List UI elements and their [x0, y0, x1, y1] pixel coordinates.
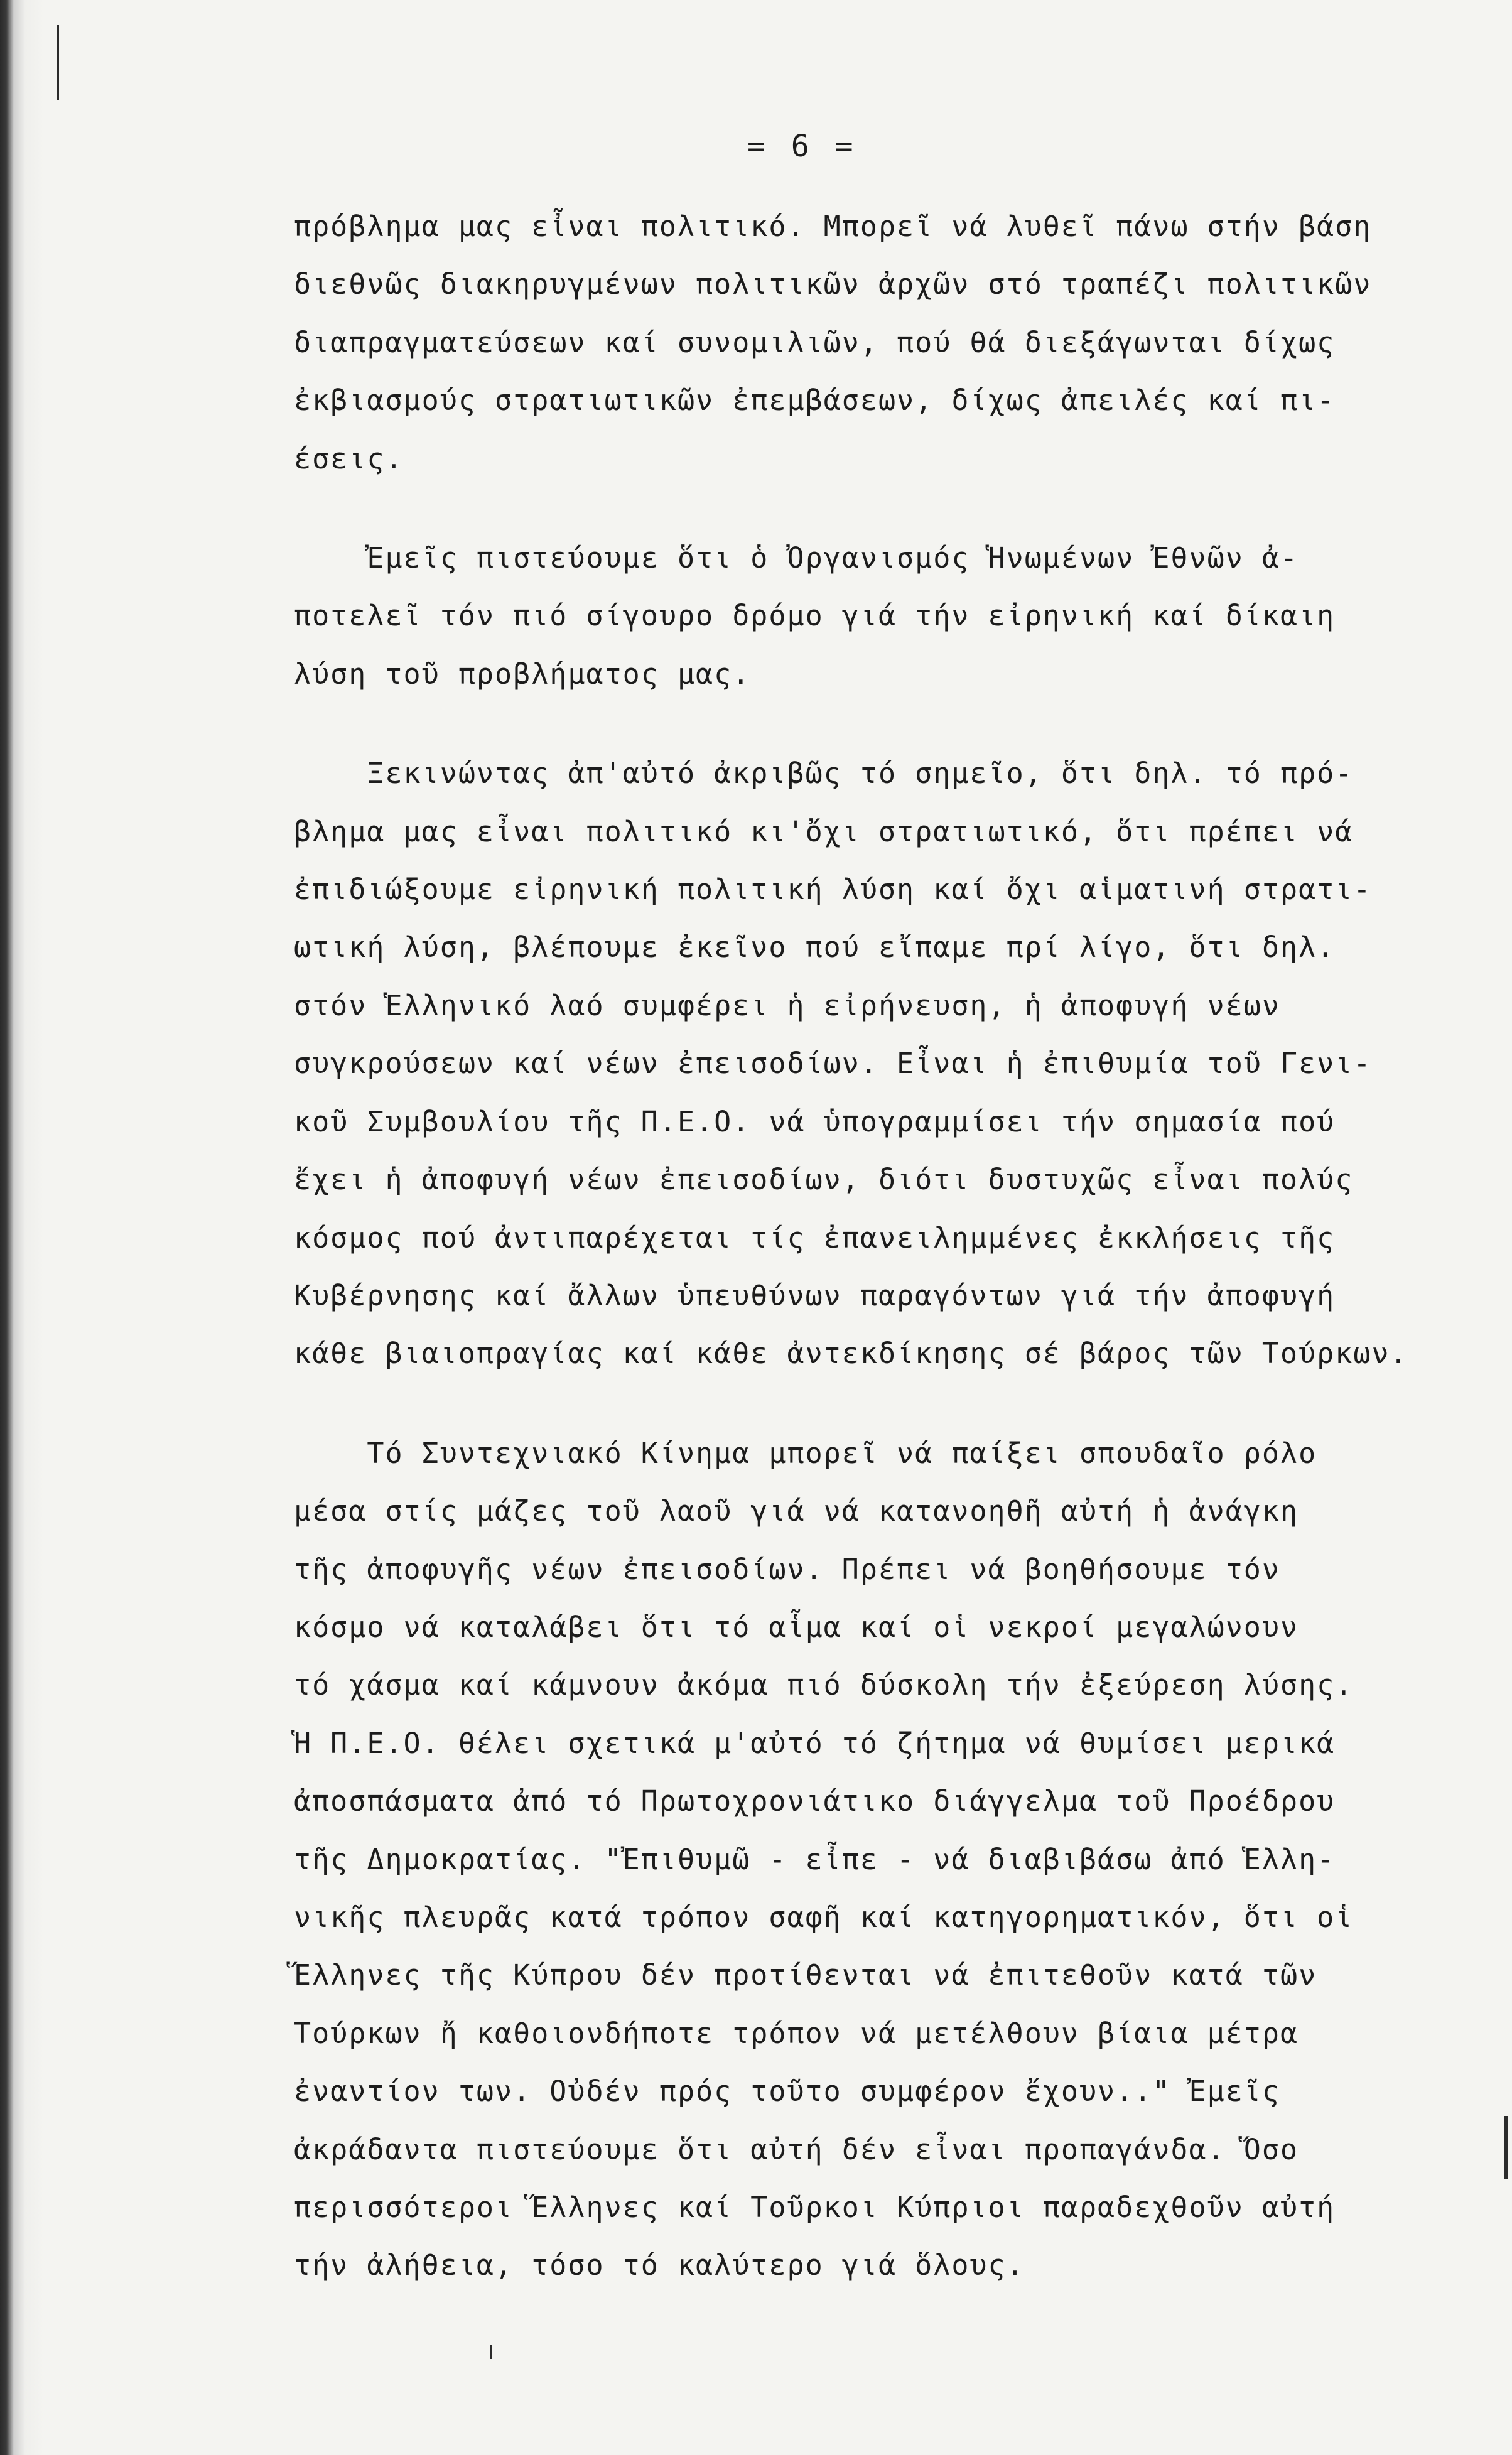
text-line: πρόβλημα μας εἶναι πολιτικό. Μπορεῖ νά λυθεῖ πάνω στήν βάση: [294, 210, 1372, 243]
paragraph: [294, 1425, 1474, 2295]
text-line: Ἐμεῖς πιστεύουμε ὅτι ὁ Ὀργανισμός Ἡνωμένων Ἐθνῶν ἀ-: [294, 541, 1299, 575]
paragraph: [294, 745, 1474, 1383]
text-line: ἀκράδαντα πιστεύουμε ὅτι αὐτή δέν εἶναι προπαγάνδα. Ὅσο: [294, 2132, 1299, 2166]
text-line: Κυβέρνησης καί ἄλλων ὑπευθύνων παραγόντων γιά τήν ἀποφυγή: [294, 1278, 1336, 1312]
text-line: βλημα μας εἶναι πολιτικό κι'ὄχι στρατιωτικό, ὅτι πρέπει νά: [294, 814, 1354, 848]
text-line: κάθε βιαιοπραγίας καί κάθε ἀντεκδίκησης σέ βάρος τῶν Τούρκων.: [294, 1337, 1408, 1371]
paragraph: [294, 529, 1474, 703]
text-line: Ξεκινώντας ἀπ'αὐτό ἀκριβῶς τό σημεῖο, ὅτι δηλ. τό πρό-: [294, 757, 1354, 790]
text-line: τῆς Δημοκρατίας. "Ἐπιθυμῶ - εἶπε - νά διαβιβάσω ἀπό Ἑλλη-: [294, 1842, 1336, 1876]
text-line: ἐκβιασμούς στρατιωτικῶν ἐπεμβάσεων, δίχως ἀπειλές καί πι-: [294, 384, 1336, 418]
text-line: συγκρούσεων καί νέων ἐπεισοδίων. Εἶναι ἡ ἐπιθυμία τοῦ Γενι-: [294, 1047, 1372, 1081]
text-line: μέσα στίς μάζες τοῦ λαοῦ γιά νά κατανοηθῆ αὐτή ἡ ἀνάγκη: [294, 1494, 1299, 1528]
text-line: έσεις.: [294, 441, 404, 475]
page-number: = 6 =: [747, 129, 857, 164]
text-line: τό χάσμα καί κάμνουν ἀκόμα πιό δύσκολη τήν ἐξεύρεση λύσης.: [294, 1668, 1354, 1702]
text-line: Τούρκων ἤ καθοιονδήποτε τρόπον νά μετέλθουν βίαια μέτρα: [294, 2016, 1299, 2050]
text-line: κόσμο νά καταλάβει ὅτι τό αἷμα καί οἱ νεκροί μεγαλώνουν: [294, 1610, 1299, 1644]
text-line: τῆς ἀποφυγῆς νέων ἐπεισοδίων. Πρέπει νά βοηθήσουμε τόν: [294, 1552, 1280, 1586]
text-line: Ἕλληνες τῆς Κύπρου δέν προτίθενται νά ἐπιτεθοῦν κατά τῶν: [294, 1958, 1317, 1992]
text-line: νικῆς πλευρᾶς κατά τρόπον σαφῆ καί κατηγορηματικόν, ὅτι οἱ: [294, 1900, 1354, 1934]
text-line: Ἡ Π.Ε.Ο. θέλει σχετικά μ'αὐτό τό ζήτημα νά θυμίσει μερικά: [294, 1726, 1336, 1760]
text-line: ωτική λύση, βλέπουμε ἐκεῖνο πού εἴπαμε πρί λίγο, ὅτι δηλ.: [294, 931, 1336, 964]
document-body: [294, 198, 1474, 2295]
text-line: ἀποσπάσματα ἀπό τό Πρωτοχρονιάτικο διάγγελμα τοῦ Προέδρου: [294, 1784, 1336, 1818]
text-line: λύση τοῦ προβλήματος μας.: [294, 657, 751, 691]
text-line: ἐναντίον των. Οὐδέν πρός τοῦτο συμφέρον ἔχουν.." Ἐμεῖς: [294, 2075, 1280, 2108]
text-line: ἐπιδιώξουμε εἰρηνική πολιτική λύση καί ὄχι αἱματινή στρατι-: [294, 873, 1372, 907]
text-line: περισσότεροι Ἕλληνες καί Τοῦρκοι Κύπριοι παραδεχθοῦν αὐτή: [294, 2191, 1336, 2224]
text-line: τήν ἀλήθεια, τόσο τό καλύτερο γιά ὅλους.: [294, 2248, 1025, 2282]
text-line: διεθνῶς διακηρυγμένων πολιτικῶν ἀρχῶν στό τραπέζι πολιτικῶν: [294, 267, 1372, 301]
text-line: κοῦ Συμβουλίου τῆς Π.Ε.Ο. νά ὑπογραμμίσει τήν σημασία πού: [294, 1104, 1336, 1138]
text-line: ἔχει ἡ ἀποφυγή νέων ἐπεισοδίων, διότι δυστυχῶς εἶναι πολύς: [294, 1163, 1354, 1197]
text-line: στόν Ἑλληνικό λαό συμφέρει ἡ εἰρήνευση, ἡ ἀποφυγή νέων: [294, 988, 1280, 1022]
text-line: ποτελεῖ τόν πιό σίγουρο δρόμο γιά τήν εἰρηνική καί δίκαιη: [294, 599, 1336, 633]
text-line: διαπραγματεύσεων καί συνομιλιῶν, πού θά διεξάγωνται δίχως: [294, 325, 1336, 359]
paragraph: [294, 198, 1474, 488]
text-line: Τό Συντεχνιακό Κίνημα μπορεῖ νά παίξει σπουδαῖο ρόλο: [294, 1436, 1317, 1470]
text-line: κόσμος πού ἀντιπαρέχεται τίς ἐπανειλημμένες ἐκκλήσεις τῆς: [294, 1221, 1336, 1254]
